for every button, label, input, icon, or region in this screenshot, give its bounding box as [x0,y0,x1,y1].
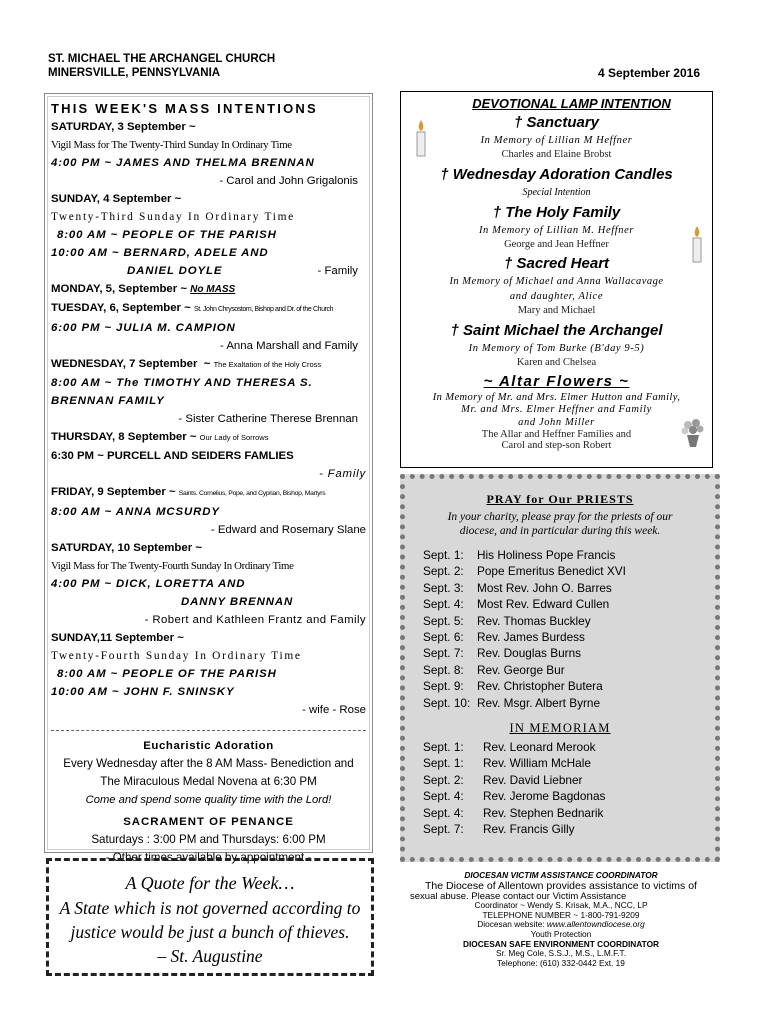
priest-name: Rev. James Burdess [477,630,585,645]
priest-row [423,678,715,694]
priest-date: Sept. 8: [423,662,464,677]
memoriam-row [423,821,715,837]
memoriam-row [423,739,715,755]
no-mass-note: No MASS [190,284,236,295]
lamp-memory: In Memory of Lillian M. Heffner [478,225,635,236]
memoriam-row [423,755,715,771]
lamp-memory: Mr. and Mrs. Elmer Heffner and Family [461,404,652,415]
mass-time: 10:00 AM ~ BERNARD, ADELE AND [51,247,269,259]
memoriam-name: Rev. David Liebner [483,772,583,787]
mass-intentions-box: THIS WEEK'S MASS INTENTIONS SATURDAY, 3 September ~ Vigil Mass for The Twenty-Third Sunday In Ordinary Time 4:00 PM ~ JAMES AND THELMA BRENNAN - Carol and John Grigalonis SUNDAY, 4 September ~ Twenty-Third Sunday In Ordinary Time 8:00 AM ~ PEOPLE OF THE PARISH 10:00 AM ~ BERNARD, ADELE AND DANIEL DOYLE - Family MONDAY, 5, September ~ No MASS TUESDAY, 6, September ~ St. John Chrysostom, Bishop and Dr. of the Church 6:00 PM ~ JULIA M. CAMPION - Anna Marshall and Family WEDNESDAY, 7 September ~ The Exaltation of the Holy Cross 8:00 AM ~ The TIMOTHY AND THERESA S. BRENNAN FAMILY - Sister Catherine Therese Brennan THURSDAY, 8 September ~ Our Lady of Sorrows 6:30 PM ~ PURCELL AND SEIDERS FAMLIES - Family FRIDAY, 9 September ~ Saints. Cornelius, Pope, and Cyprian, Bishop, Martyrs 8:00 AM ~ ANNA MCSURDY - Edward and Rosemary Slane SATURDAY, 10 September ~ Vigil Mass for The Twenty-Fourth Sunday In Ordinary Time 4:00 PM ~ DICK, LORETTA AND DANNY BRENNAN - Robert and Kathleen Frantz and Family SUNDAY,11 September ~ Twenty-Fourth Sunday In Ordinary Time 8:00 AM ~ PEOPLE OF THE PARISH 10:00 AM ~ JOHN F. SNINSKY - wife - Rose Eucharistic Adoration Every Wednesday after the 8 AM Mass- Benediction and The Miraculous Medal Novena at 6:30 PM Come and spend some quality time with the Lord! SACRAMENT OF PENANCE Saturdays : 3:00 PM and Thursdays: 6:00 PM - Other times available by appointment - [44,93,373,853]
pray-intro: In your charity, please pray for the priests of our [447,511,673,523]
memoriam-name: Rev. Stephen Bednarik [483,805,604,820]
mass-day: TUESDAY, 6, September ~ [51,302,191,314]
flower-vase-icon [679,417,707,449]
memoriam-list [405,739,715,837]
mass-day: MONDAY, 5, September ~ [51,283,187,295]
mass-day: SUNDAY, 4 September ~ [51,193,182,205]
lamp-heading: † Sacred Heart [503,255,610,272]
priest-row [423,695,715,711]
mass-time: 10:00 AM ~ JOHN F. SNINSKY [51,686,235,698]
mass-time: 4:00 PM ~ JAMES AND THELMA BRENNAN [51,157,315,169]
feast-name: Saints. Cornelius, Pope, and Cyprian, Bishop, Martyrs [178,490,326,497]
mass-offered-by: - Family [317,265,358,277]
pray-priests-box [400,474,720,862]
memoriam-name: Rev. Francis Gilly [483,822,575,837]
pray-intro: diocese, and in particular during this week. [459,525,661,537]
memoriam-date: Sept. 1: [423,756,464,771]
dvac-website-label: Diocesan website: [477,919,547,930]
feast-name: St. John Chrysostom, Bishop and Dr. of the Church [193,306,334,313]
mass-description: Twenty-Third Sunday In Ordinary Time [51,211,295,223]
safe-env-phone: Telephone: (610) 332-0442 Ext. 19 [497,957,625,968]
mass-description: Vigil Mass for The Twenty-Third Sunday In Ordinary Time [51,139,292,151]
mass-time: BRENNAN FAMILY [51,395,165,407]
dvac-phone: TELEPHONE NUMBER ~ 1-800-791-9209 [482,909,640,920]
safe-env-text: Sr. Meg Cole, S.S.J., M.S., L.M.F.T. [495,948,627,959]
priest-date: Sept. 4: [423,597,464,612]
memoriam-name: Rev. Jerome Bagdonas [483,789,606,804]
priest-name: His Holiness Pope Francis [477,548,616,562]
memoriam-date: Sept. 4: [423,789,464,804]
priest-date: Sept. 2: [423,564,464,579]
quote-title: A Quote for the Week… [125,873,295,893]
lamp-donor: The Allar and Heffner Families and [481,429,632,440]
lamp-heading: ~ Altar Flowers ~ [483,373,630,390]
lamp-memory: In Memory of Lillian M Heffner [480,135,633,146]
dvac-text: Coordinator ~ Wendy S. Krisak, M.A., NCC, LP [474,900,648,911]
penance-title: SACRAMENT OF PENANCE [123,816,294,828]
church-location: MINERSVILLE, PENNSYLVANIA [48,67,221,79]
dvac-text: Youth Protection [530,928,592,939]
memoriam-date: Sept. 1: [423,740,464,755]
mass-offered-by: - wife - Rose [302,704,366,716]
priest-date: Sept. 3: [423,580,464,595]
mass-offered-by: - Anna Marshall and Family [219,340,358,352]
memoriam-date: Sept. 2: [423,772,464,787]
mass-intentions-title: THIS WEEK'S MASS INTENTIONS [51,101,318,116]
bulletin-date: 4 September 2016 [597,66,700,80]
quote-box [46,858,374,976]
lamp-donor: Charles and Elaine Brobst [501,149,612,160]
lamp-heading: † Saint Michael the Archangel [450,322,663,339]
quote-text: A State which is not governed according to [59,898,361,918]
priest-date: Sept. 6: [423,630,464,645]
mass-day: SATURDAY, 10 September ~ [51,542,202,554]
priest-list [405,547,715,711]
mass-day: SUNDAY,11 September ~ [51,632,184,644]
lamp-heading: † The Holy Family [492,204,621,221]
priest-row [423,662,715,678]
adoration-text: Come and spend some quality time with the Lord! [85,794,332,806]
diocesan-assistance-block [400,871,722,968]
section-divider [51,730,366,731]
adoration-text: The Miraculous Medal Novena at 6:30 PM [100,775,317,788]
priest-name: Rev. Msgr. Albert Byrne [477,695,601,710]
lamp-memory: In Memory of Mr. and Mrs. Elmer Hutton and Family, [432,392,681,403]
priest-row [423,645,715,661]
lamp-memory: In Memory of Michael and Anna Wallacavage [449,276,664,287]
mass-time: 4:00 PM ~ DICK, LORETTA AND [51,578,246,590]
priest-name: Rev. Christopher Butera [477,679,603,694]
mass-day: FRIDAY, 9 September ~ [51,486,176,498]
priest-row [423,613,715,629]
memoriam-row [423,788,715,804]
mass-time: 8:00 AM ~ The TIMOTHY AND THERESA S. [51,377,313,389]
feast-name: The Exaltation of the Holy Cross [213,360,322,369]
mass-offered-by: - Sister Catherine Therese Brennan [178,413,358,425]
dvac-website-link[interactable]: www.allentowndiocese.org [546,919,645,930]
memoriam-date: Sept. 7: [423,822,464,837]
quote-text: justice would be just a bunch of thieves. [70,922,350,942]
lamp-donor: Karen and Chelsea [516,357,597,368]
pray-title: PRAY for Our PRIESTS [486,492,634,506]
feast-name: Our Lady of Sorrows [199,433,269,442]
mass-offered-by: - Carol and John Grigalonis [219,175,358,187]
quote-author: – St. Augustine [157,946,263,966]
priest-name: Most Rev. John O. Barres [477,580,612,595]
memoriam-date: Sept. 4: [423,805,464,820]
priest-row [423,563,715,579]
priest-date: Sept. 1: [423,548,464,562]
memoriam-row [423,805,715,821]
lamp-heading: † Wednesday Adoration Candles [440,166,673,183]
safe-env-title: DIOCESAN SAFE ENVIRONMENT COORDINATOR [462,938,660,949]
lamp-memory: and John Miller [518,417,595,428]
lamp-heading: † Sanctuary [513,114,600,131]
lamp-memory: Special Intention [522,187,591,198]
priest-date: Sept. 7: [423,646,464,661]
priest-name: Most Rev. Edward Cullen [477,597,610,612]
priest-row [423,629,715,645]
mass-day: THURSDAY, 8 September ~ [51,431,197,443]
priest-name: Rev. Douglas Burns [477,646,582,661]
mass-offered-by: - Edward and Rosemary Slane [210,524,366,536]
mass-time: 8:00 AM ~ ANNA MCSURDY [51,506,220,518]
lamp-title: DEVOTIONAL LAMP INTENTION [472,96,671,111]
lamp-memory: In Memory of Tom Burke (B'day 9-5) [468,343,645,354]
memoriam-title: IN MEMORIAM [509,721,611,736]
priest-date: Sept. 5: [423,613,464,628]
priest-name: Rev. Thomas Buckley [477,613,591,628]
mass-day: WEDNESDAY, 7 September [51,358,198,370]
mass-offered-by: - Robert and Kathleen Frantz and Family [144,614,366,626]
dvac-text: The Diocese of Allentown provides assistance to victims of [425,879,697,892]
mass-time: 8:00 AM ~ PEOPLE OF THE PARISH [57,229,277,241]
priest-name: Pope Emeritus Benedict XVI [477,564,626,579]
priest-name: Rev. George Bur [477,662,565,677]
priest-row [423,596,715,612]
devotional-lamp-box [400,91,713,468]
penance-times: Saturdays : 3:00 PM and Thursdays: 6:00 PM [91,833,326,846]
priest-row [423,547,715,563]
mass-time: DANIEL DOYLE [127,265,223,277]
dvac-text: sexual abuse. Please contact our Victim Assistance [410,890,627,902]
mass-time: 6:00 PM ~ JULIA M. CAMPION [51,322,236,334]
lamp-donor: Mary and Michael [517,305,596,316]
mass-offered-by: - Family [319,468,366,480]
candle-icon [413,118,429,158]
priest-date: Sept. 10: [423,695,471,710]
church-name-line1: ST. MICHAEL THE ARCHANGEL CHURCH [48,53,276,65]
mass-description: Vigil Mass for The Twenty-Fourth Sunday In Ordinary Time [51,560,294,572]
candle-icon [689,224,705,264]
lamp-donor: Carol and step-son Robert [501,440,612,451]
dvac-title: DIOCESAN VICTIM ASSISTANCE COORDINATOR [464,870,658,880]
priest-date: Sept. 9: [423,679,464,694]
penance-note: - Other times available by appointment - [105,851,312,864]
lamp-memory: and daughter, Alice [509,291,604,302]
adoration-title: Eucharistic Adoration [143,740,274,752]
lamp-donor: George and Jean Heffner [504,239,609,250]
mass-time: 8:00 AM ~ PEOPLE OF THE PARISH [57,668,277,680]
memoriam-row [423,772,715,788]
adoration-text: Every Wednesday after the 8 AM Mass- Benediction and [63,757,354,770]
mass-time: DANNY BRENNAN [181,596,294,608]
priest-row [423,580,715,596]
mass-day: SATURDAY, 3 September ~ [51,121,196,133]
memoriam-name: Rev. Leonard Merook [483,740,596,755]
mass-time: 6:30 PM ~ PURCELL AND SEIDERS FAMLIES [51,450,294,462]
mass-description: Twenty-Fourth Sunday In Ordinary Time [51,650,302,662]
memoriam-name: Rev. William McHale [483,756,591,771]
church-name [48,52,275,80]
